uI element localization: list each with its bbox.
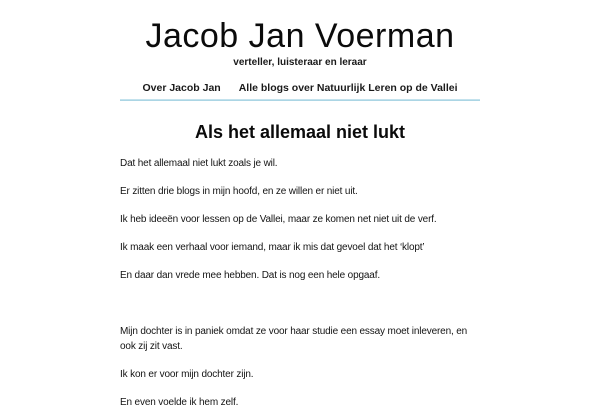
post-paragraph: Er zitten drie blogs in mijn hoofd, en ze willen er niet uit. (120, 186, 358, 197)
post-title: Als het allemaal niet lukt (194, 122, 406, 142)
post-paragraph: Ik kon er voor mijn dochter zijn. (120, 369, 254, 380)
post-body (120, 156, 480, 410)
post-paragraph: Ik heb ideeën voor lessen op de Vallei, maar ze komen net niet uit de verf. (120, 214, 437, 225)
blog-page (0, 16, 600, 416)
nav-link-alle-blogs[interactable]: Alle blogs over Natuurlijk Leren op de Vallei (238, 82, 458, 94)
post-paragraph: En daar dan vrede mee hebben. Dat is nog een hele opgaaf. (120, 270, 380, 281)
nav-link-over-jacob-jan[interactable]: Over Jacob Jan (142, 82, 221, 94)
primary-nav (0, 82, 600, 94)
site-header (0, 16, 600, 101)
post-content (120, 121, 480, 410)
post-paragraph: Ik maak een verhaal voor iemand, maar ik mis dat gevoel dat het ‘klopt’ (120, 242, 425, 253)
post-paragraph: En even voelde ik hem zelf. (120, 397, 239, 408)
post-paragraph: Mijn dochter is in paniek omdat ze voor haar studie een essay moet inleveren, en ook zij zit vast. (120, 326, 468, 352)
site-title-link[interactable]: Jacob Jan Voerman (145, 17, 455, 55)
post-paragraph: Dat het allemaal niet lukt zoals je wil. (120, 158, 278, 169)
site-tagline: verteller, luisteraar en leraar (233, 57, 367, 68)
header-divider (120, 99, 480, 101)
